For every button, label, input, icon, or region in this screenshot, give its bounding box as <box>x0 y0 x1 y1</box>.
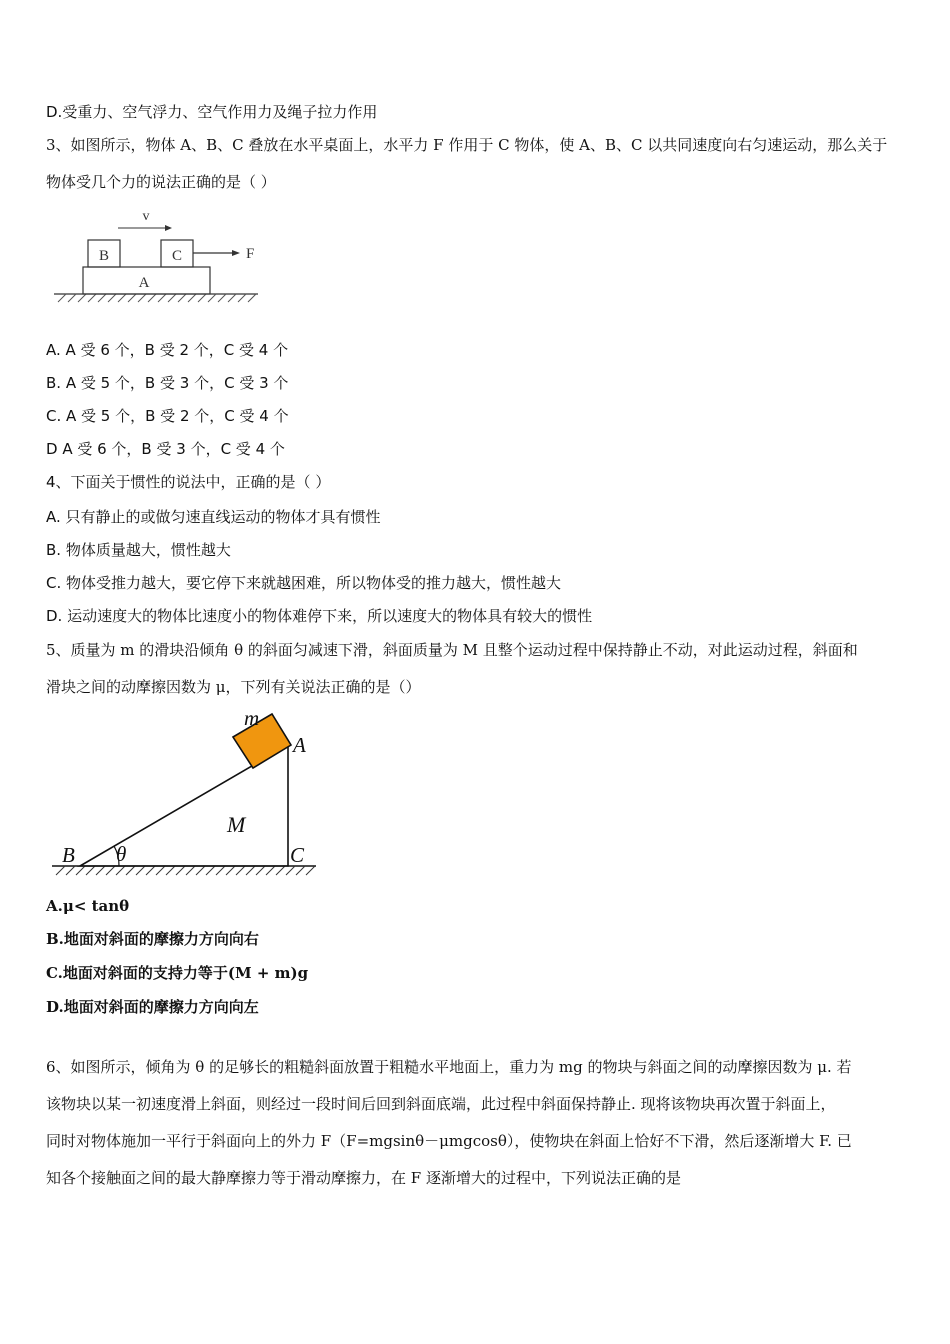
label-a: A <box>293 733 306 757</box>
q3-stem-line2: 物体受几个力的说法正确的是（ ） <box>46 173 276 191</box>
label-m: m <box>244 706 260 730</box>
label-theta: θ <box>116 842 127 866</box>
q4-option-b: B. 物体质量越大，惯性越大 <box>46 541 231 559</box>
q4-option-d: D. 运动速度大的物体比速度小的物体难停下来，所以速度大的物体具有较大的惯性 <box>46 607 593 625</box>
label-big-m: M <box>227 812 246 837</box>
q5-option-c: C.地面对斜面的支持力等于(M + m)g <box>46 964 309 982</box>
q6-line2: 该物块以某一初速度滑上斜面，则经过一段时间后回到斜面底端，此过程中斜面保持静止. 现将该物块再次置于斜面上， <box>46 1095 836 1113</box>
q3-option-b: B. A 受 5 个，B 受 3 个，C 受 3 个 <box>46 374 289 392</box>
q6-line4: 知各个接触面之间的最大静摩擦力等于滑动摩擦力，在 F 逐渐增大的过程中，下列说法正确的是 <box>46 1169 681 1187</box>
q3-figure-blocks <box>52 208 272 308</box>
label-b: B <box>98 248 110 264</box>
q4-option-a: A. 只有静止的或做匀速直线运动的物体才具有惯性 <box>46 508 381 526</box>
q6-line3: 同时对物体施加一平行于斜面向上的外力 F（F=mgsinθ－μmgcosθ），使物块在斜面上恰好不下滑，然后逐渐增大 F. 已 <box>46 1132 852 1150</box>
q5-option-d: D.地面对斜面的摩擦力方向向左 <box>46 998 259 1016</box>
q3-stem-line1: 3、如图所示，物体 A、B、C 叠放在水平桌面上，水平力 F 作用于 C 物体，使 A、B、C 以共同速度向右匀速运动，那么关于 <box>46 136 888 154</box>
q2-option-d: D.受重力、空气浮力、空气作用力及绳子拉力作用 <box>46 103 378 121</box>
force-arrow-head <box>232 250 240 256</box>
q5-stem-line2: 滑块之间的动摩擦因数为 μ，下列有关说法正确的是（） <box>46 678 421 696</box>
q5-option-a: A.μ< tanθ <box>46 897 130 915</box>
q5-option-b: B.地面对斜面的摩擦力方向向右 <box>46 930 259 948</box>
label-c: C <box>171 248 183 264</box>
q3-option-c: C. A 受 5 个，B 受 2 个，C 受 4 个 <box>46 407 289 425</box>
velocity-arrow-head <box>165 225 172 231</box>
q5-stem-line1: 5、质量为 m 的滑块沿倾角 θ 的斜面匀减速下滑，斜面质量为 M 且整个运动过程中保持静止不动，对此运动过程，斜面和 <box>46 641 858 659</box>
q4-option-c: C. 物体受推力越大，要它停下来就越困难，所以物体受的推力越大，惯性越大 <box>46 574 562 592</box>
q5-figure-incline <box>46 708 326 878</box>
sliding-block <box>233 714 291 768</box>
label-c: C <box>290 843 305 867</box>
label-v: v <box>142 209 150 224</box>
q3-option-d: D A 受 6 个，B 受 3 个，C 受 4 个 <box>46 440 285 458</box>
q6-line1: 6、如图所示，倾角为 θ 的足够长的粗糙斜面放置于粗糙水平地面上，重力为 mg 的物块与斜面之间的动摩擦因数为 μ. 若 <box>46 1058 852 1076</box>
label-f: F <box>246 246 255 262</box>
q4-stem: 4、下面关于惯性的说法中，正确的是（ ） <box>46 473 331 491</box>
label-a: A <box>138 275 150 291</box>
q3-option-a: A. A 受 6 个，B 受 2 个，C 受 4 个 <box>46 341 289 359</box>
label-b: B <box>62 843 75 867</box>
